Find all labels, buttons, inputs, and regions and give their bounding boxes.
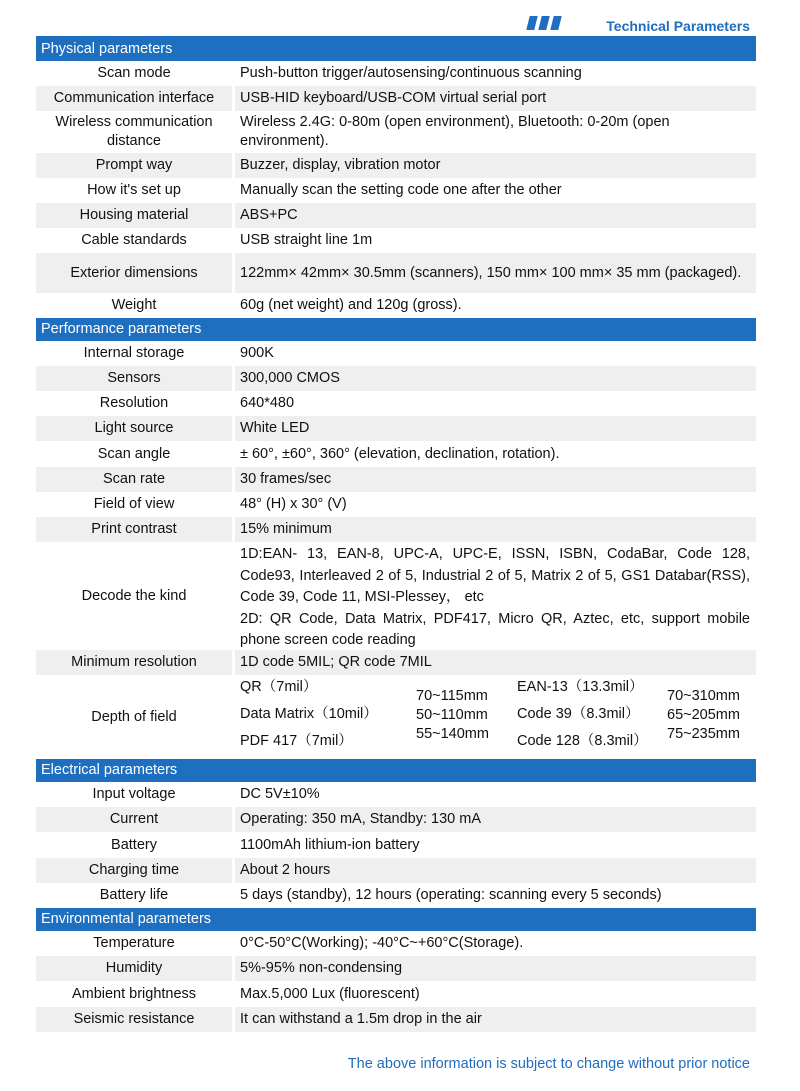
decode-1d: 1D:EAN- 13, EAN-8, UPC-A, UPC-E, ISSN, ISBN, CodaBar, Code 128, Code93, Interleaved 2 of 5, Industrial 2 of 5, Matrix 2 of 5, GS1 Databar(RSS), Code 39, Code 11, MSI-Plessey， etc [240, 546, 750, 605]
row-value: It can withstand a 1.5m drop in the air [240, 1011, 482, 1027]
section-header-physical: Physical parameters [36, 38, 756, 61]
row-label: Decode the kind [81, 587, 187, 604]
table-row [36, 542, 756, 650]
table-row [36, 441, 756, 467]
row-value: Buzzer, display, vibration motor [240, 157, 441, 173]
page-header [36, 14, 756, 38]
table-row [36, 416, 756, 441]
row-value: 1100mAh lithium-ion battery [240, 836, 420, 853]
row-label: Scan mode [97, 65, 171, 81]
row-label: Battery life [99, 887, 169, 903]
row-label: Input voltage [92, 786, 176, 802]
row-value: 60g (net weight) and 120g (gross). [240, 297, 462, 313]
row-value: ± 60°, ±60°, 360° (elevation, declination, rotation). [240, 445, 560, 462]
row-label: Resolution [99, 395, 169, 411]
dof-range: 75~235mm [667, 726, 740, 742]
row-label: Internal storage [83, 345, 185, 361]
row-label: Humidity [105, 960, 163, 976]
table-row [36, 341, 756, 366]
row-value: Push-button trigger/autosensing/continuous scanning [240, 65, 582, 81]
table-row [36, 111, 756, 153]
row-label: Scan rate [102, 471, 166, 487]
row-value: 30 frames/sec [240, 471, 332, 487]
table-row [36, 782, 756, 807]
row-value: USB-HID keyboard/USB-COM virtual serial port [240, 90, 547, 106]
row-value: 1D code 5MIL; QR code 7MIL [240, 654, 432, 670]
dof-range: 70~310mm [667, 688, 740, 704]
table-row [36, 832, 756, 858]
row-label: Print contrast [91, 521, 177, 537]
table-row [36, 228, 756, 253]
dof-code: EAN-13（13.3mil） [517, 679, 644, 695]
table-row [36, 203, 756, 228]
dof-range: 65~205mm [667, 707, 740, 723]
table-row [36, 931, 756, 956]
table-row [36, 517, 756, 542]
row-value: Max.5,000 Lux (fluorescent) [240, 985, 420, 1002]
row-label: Current [109, 811, 159, 827]
footer-notice: The above information is subject to change without prior notice [347, 1056, 750, 1072]
row-value: 300,000 CMOS [240, 370, 340, 386]
row-value: USB straight line 1m [240, 232, 373, 248]
row-value: 0°C-50°C(Working); -40°C~+60°C(Storage). [240, 935, 524, 951]
dof-code: QR（7mil） [240, 679, 318, 695]
row-value: DC 5V±10% [240, 786, 320, 802]
row-label: Communication interface [53, 90, 215, 106]
row-value: Operating: 350 mA, Standby: 130 mA [240, 811, 481, 827]
row-value: ABS+PC [240, 207, 298, 223]
dof-code: PDF 417（7mil） [240, 733, 353, 749]
table-row [36, 178, 756, 203]
decode-2d: 2D: QR Code, Data Matrix, PDF417, Micro QR, Aztec, etc, support mobile phone screen code reading [240, 610, 750, 648]
table-row [36, 467, 756, 492]
table-row [36, 492, 756, 517]
table-row [36, 86, 756, 111]
row-value: Manually scan the setting code one after the other [240, 182, 562, 198]
table-row [36, 981, 756, 1007]
spec-table [36, 38, 756, 1032]
dof-range: 55~140mm [416, 726, 489, 742]
row-label: Scan angle [97, 445, 171, 462]
row-value: 48° (H) x 30° (V) [240, 496, 347, 512]
row-label: Housing material [79, 207, 189, 223]
dof-range: 70~115mm [416, 688, 488, 704]
row-label: Minimum resolution [71, 654, 197, 670]
row-value: 15% minimum [240, 521, 332, 537]
table-row [36, 61, 756, 86]
row-label: Ambient brightness [71, 985, 197, 1002]
stripes-logo-icon [526, 16, 562, 30]
decode-list [235, 542, 756, 650]
row-value: 640*480 [240, 395, 295, 411]
dof-code: Data Matrix（10mil） [240, 706, 378, 722]
row-label: Seismic resistance [73, 1011, 195, 1027]
row-value: About 2 hours [240, 862, 331, 878]
row-label: How it's set up [87, 182, 181, 198]
table-row [36, 858, 756, 883]
row-label: Exterior dimensions [70, 264, 198, 281]
table-row [36, 675, 756, 759]
row-label: Prompt way [95, 157, 173, 173]
row-label: Depth of field [91, 708, 177, 725]
row-label: Wireless communication distance [55, 114, 213, 149]
row-label: Cable standards [81, 232, 187, 248]
row-label: Temperature [93, 935, 175, 951]
table-row [36, 293, 756, 318]
table-row [36, 253, 756, 293]
table-row [36, 366, 756, 391]
dof-code: Code 39（8.3mil） [517, 706, 640, 722]
row-value: 900K [240, 345, 274, 361]
row-label: Battery [111, 836, 157, 853]
dof-code: Code 128（8.3mil） [517, 733, 648, 749]
row-value: White LED [240, 420, 310, 436]
row-value: 5%-95% non-condensing [240, 960, 403, 976]
section-header-electrical: Electrical parameters [36, 759, 756, 782]
table-row [36, 1007, 756, 1032]
row-value: 122mm× 42mm× 30.5mm (scanners), 150 mm× 100 mm× 35 mm (packaged). [240, 264, 742, 281]
depth-of-field-grid [235, 675, 756, 759]
table-row [36, 883, 756, 908]
table-row [36, 807, 756, 832]
table-row [36, 650, 756, 675]
page-title: Technical Parameters [606, 18, 750, 34]
row-label: Weight [111, 297, 157, 313]
row-value: 5 days (standby), 12 hours (operating: scanning every 5 seconds) [240, 887, 662, 903]
dof-range: 50~110mm [416, 707, 488, 723]
row-label: Sensors [107, 370, 161, 386]
section-header-performance: Performance parameters [36, 318, 756, 341]
table-row [36, 391, 756, 416]
table-row [36, 153, 756, 178]
table-row [36, 956, 756, 981]
row-label: Charging time [88, 862, 180, 878]
row-label: Light source [94, 420, 174, 436]
row-label: Field of view [93, 496, 175, 512]
row-value: Wireless 2.4G: 0-80m (open environment), Bluetooth: 0-20m (open environment). [240, 114, 670, 149]
section-header-environmental: Environmental parameters [36, 908, 756, 931]
